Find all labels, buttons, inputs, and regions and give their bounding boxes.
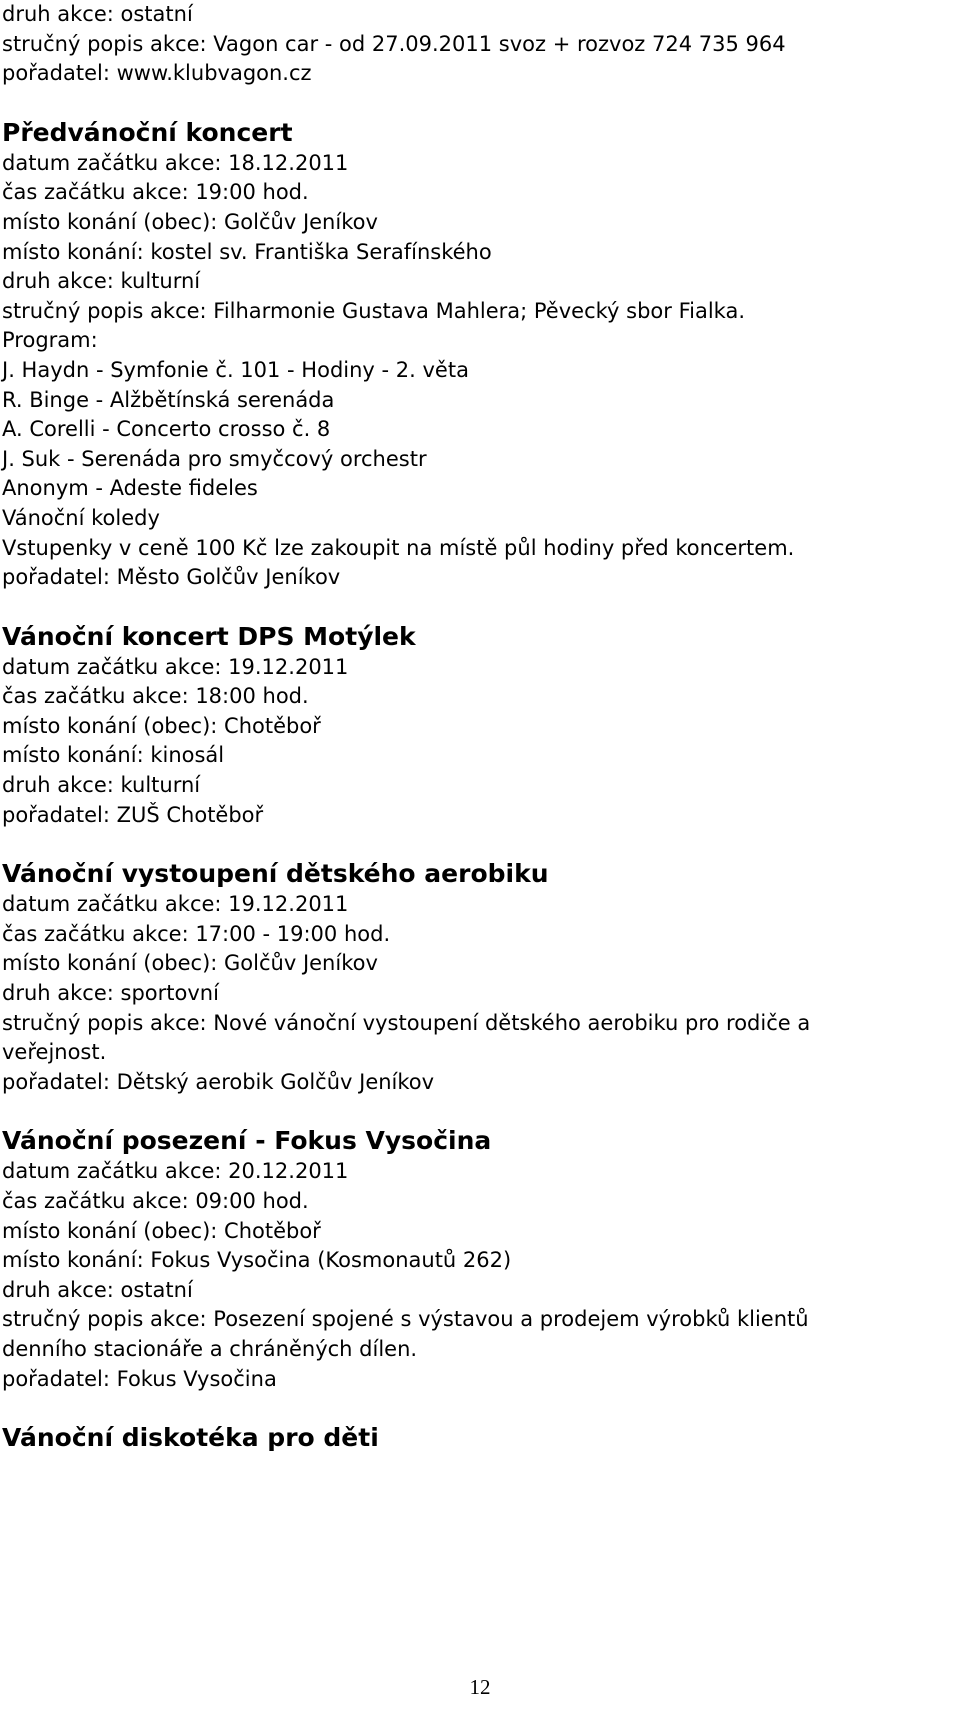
text-line: Program: (2, 328, 98, 353)
text-line: místo konání: kinosál (2, 743, 225, 768)
event-section (2, 1422, 960, 1454)
text-line: veřejnost. (2, 1040, 107, 1065)
text-line: A. Corelli - Concerto crosso č. 8 (2, 417, 331, 442)
text-line: místo konání: kostel sv. Františka Serafínského (2, 239, 492, 264)
text-line: stručný popis akce: Vagon car - od 27.09.2011 svoz + rozvoz 724 735 964 (2, 31, 786, 56)
event-section (2, 858, 960, 1097)
text-line: pořadatel: ZUŠ Chotěboř (2, 802, 264, 827)
event-title: Vánoční posezení - Fokus Vysočina (2, 1126, 492, 1156)
text-line: druh akce: ostatní (2, 2, 193, 26)
text-line: J. Suk - Serenáda pro smyčcový orchestr (2, 446, 427, 471)
intro-section (2, 0, 960, 89)
text-line: stručný popis akce: Filharmonie Gustava Mahlera; Pěvecký sbor Fialka. (2, 298, 745, 323)
text-line: Vánoční koledy (2, 505, 160, 530)
page-number: 12 (469, 1675, 491, 1699)
text-line: místo konání (obec): Chotěboř (2, 713, 321, 738)
text-line: stručný popis akce: Posezení spojené s výstavou a prodejem výrobků klientů (2, 1307, 809, 1332)
text-line: čas začátku akce: 18:00 hod. (2, 684, 309, 709)
text-line: druh akce: ostatní (2, 1277, 193, 1302)
text-line: místo konání (obec): Golčův Jeníkov (2, 951, 378, 976)
text-line: druh akce: sportovní (2, 981, 219, 1006)
text-line: čas začátku akce: 09:00 hod. (2, 1189, 309, 1213)
text-line: pořadatel: www.klubvagon.cz (2, 61, 312, 86)
text-line: místo konání (obec): Golčův Jeníkov (2, 209, 378, 234)
text-line: místo konání (obec): Chotěboř (2, 1218, 321, 1243)
text-line: Anonym - Adeste fideles (2, 476, 258, 501)
event-title: Vánoční vystoupení dětského aerobiku (2, 859, 549, 889)
text-line: stručný popis akce: Nové vánoční vystoupení dětského aerobiku pro rodiče a (2, 1010, 811, 1035)
event-section (2, 1125, 960, 1394)
event-section (2, 117, 960, 593)
event-title: Předvánoční koncert (2, 117, 293, 147)
text-line: datum začátku akce: 19.12.2011 (2, 892, 349, 917)
text-line: čas začátku akce: 17:00 - 19:00 hod. (2, 921, 391, 946)
text-line: Vstupenky v ceně 100 Kč lze zakoupit na místě půl hodiny před koncertem. (2, 535, 795, 560)
event-title: Vánoční diskotéka pro děti (2, 1423, 379, 1453)
event-section (2, 621, 960, 831)
text-line: denního stacionáře a chráněných dílen. (2, 1336, 418, 1361)
text-line: J. Haydn - Symfonie č. 101 - Hodiny - 2. věta (2, 357, 469, 382)
event-title: Vánoční koncert DPS Motýlek (2, 621, 416, 651)
text-line: pořadatel: Město Golčův Jeníkov (2, 565, 341, 590)
text-line: datum začátku akce: 19.12.2011 (2, 654, 349, 679)
text-line: datum začátku akce: 18.12.2011 (2, 150, 349, 175)
text-line: pořadatel: Dětský aerobik Golčův Jeníkov (2, 1069, 435, 1094)
text-line: druh akce: kulturní (2, 269, 201, 294)
text-line: pořadatel: Fokus Vysočina (2, 1366, 277, 1391)
text-line: datum začátku akce: 20.12.2011 (2, 1159, 349, 1184)
text-line: čas začátku akce: 19:00 hod. (2, 180, 309, 205)
text-line: R. Binge - Alžbětínská serenáda (2, 387, 335, 412)
text-line: druh akce: kulturní (2, 773, 201, 798)
text-line: místo konání: Fokus Vysočina (Kosmonautů 262) (2, 1248, 512, 1273)
